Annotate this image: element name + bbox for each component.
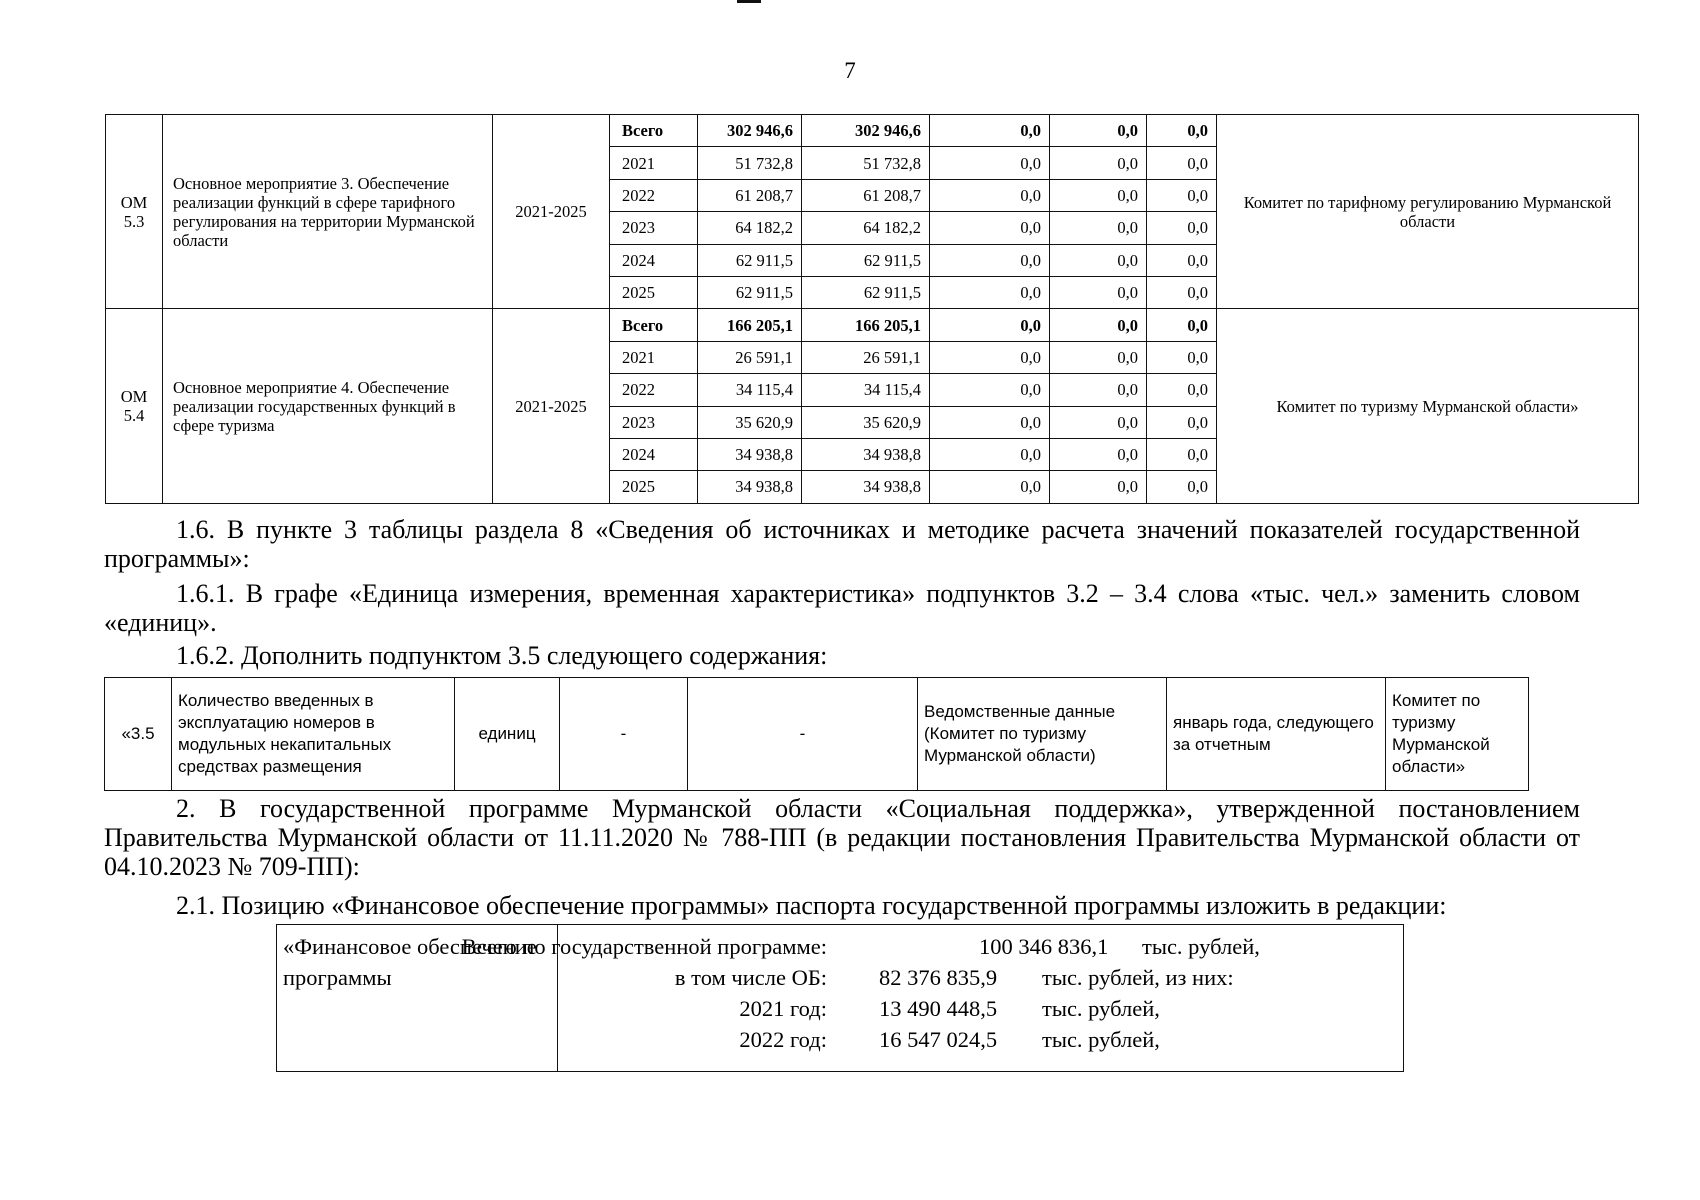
- indicator-table: [104, 677, 1529, 791]
- measure-name: Основное мероприятие 3. Обеспечение реализации функций в сфере тарифного регулирования на территории Мурманской области: [163, 115, 493, 309]
- value-cell: 0,0: [1050, 276, 1147, 308]
- value-cell: 0,0: [1147, 147, 1217, 179]
- year-cell: 2022: [610, 179, 698, 211]
- financing-passport-table: [276, 924, 1404, 1072]
- value-cell: 26 591,1: [698, 341, 802, 373]
- value-cell: 0,0: [1050, 438, 1147, 470]
- year-cell: Всего: [610, 309, 698, 341]
- table-row: [106, 309, 1639, 341]
- measure-period: 2021-2025: [493, 115, 610, 309]
- indicator-number: «3.5: [105, 678, 172, 791]
- value-cell: 0,0: [930, 147, 1050, 179]
- paragraph-2: 2. В государственной программе Мурманской области «Социальная поддержка», утвержденной постановлением Правительства Мурманской области от 11.11.2020 № 788-ПП (в редакции постановления Правительства Мурманской области от 04.10.2023 № 709-ПП):: [104, 794, 1580, 881]
- paragraph-1-6-2: 1.6.2. Дополнить подпунктом 3.5 следующего содержания:: [176, 641, 828, 670]
- table-row: [277, 925, 1404, 1072]
- value-cell: 0,0: [1147, 179, 1217, 211]
- value-cell: 51 732,8: [802, 147, 930, 179]
- financing-line-unit: тыс. рублей,: [1142, 934, 1260, 959]
- paragraph-1-6: 1.6. В пункте 3 таблицы раздела 8 «Сведения об источниках и методике расчета значений показателей государственной программы»:: [104, 515, 1580, 573]
- top-edge-mark: [737, 0, 761, 3]
- value-cell: 0,0: [1147, 438, 1217, 470]
- indicator-unit: единиц: [455, 678, 560, 791]
- financing-line-unit: тыс. рублей,: [1042, 1027, 1160, 1052]
- value-cell: 62 911,5: [698, 244, 802, 276]
- value-cell: 0,0: [930, 309, 1050, 341]
- value-cell: 64 182,2: [698, 212, 802, 244]
- value-cell: 0,0: [1147, 244, 1217, 276]
- value-cell: 35 620,9: [698, 406, 802, 438]
- value-cell: 0,0: [1147, 115, 1217, 147]
- value-cell: 34 938,8: [698, 438, 802, 470]
- table-row: [105, 678, 1529, 791]
- year-cell: 2023: [610, 406, 698, 438]
- value-cell: 0,0: [930, 374, 1050, 406]
- value-cell: 0,0: [1050, 147, 1147, 179]
- financing-values: [461, 925, 1404, 1072]
- value-cell: 0,0: [1050, 115, 1147, 147]
- value-cell: 0,0: [1050, 471, 1147, 503]
- value-cell: 64 182,2: [802, 212, 930, 244]
- value-cell: 34 938,8: [802, 438, 930, 470]
- value-cell: 34 938,8: [698, 471, 802, 503]
- year-cell: 2022: [610, 374, 698, 406]
- financing-line-value: 13 490 448,5: [879, 996, 998, 1021]
- value-cell: 0,0: [930, 179, 1050, 211]
- value-cell: 0,0: [930, 341, 1050, 373]
- year-cell: Всего: [610, 115, 698, 147]
- financing-line-value: 16 547 024,5: [879, 1027, 998, 1052]
- value-cell: 0,0: [1147, 341, 1217, 373]
- value-cell: 166 205,1: [698, 309, 802, 341]
- value-cell: 0,0: [930, 276, 1050, 308]
- measure-period: 2021-2025: [493, 309, 610, 503]
- value-cell: 0,0: [1147, 276, 1217, 308]
- paragraph-2-1: 2.1. Позицию «Финансовое обеспечение программы» паспорта государственной программы изложить в редакции:: [176, 891, 1447, 920]
- value-cell: 302 946,6: [802, 115, 930, 147]
- financing-line-label: в том числе ОБ:: [674, 965, 827, 990]
- value-cell: 0,0: [1050, 212, 1147, 244]
- value-cell: 0,0: [1050, 244, 1147, 276]
- indicator-source: Ведомственные данные (Комитет по туризму Мурманской области): [918, 678, 1167, 791]
- indicator-cell: -: [688, 678, 918, 791]
- financing-line-label: Всего по государственной программе:: [461, 934, 827, 959]
- indicator-name: Количество введенных в эксплуатацию номеров в модульных некапитальных средствах размещения: [172, 678, 455, 791]
- value-cell: 166 205,1: [802, 309, 930, 341]
- year-cell: 2021: [610, 147, 698, 179]
- value-cell: 34 115,4: [698, 374, 802, 406]
- value-cell: 61 208,7: [802, 179, 930, 211]
- financing-line-unit: тыс. рублей,: [1042, 996, 1160, 1021]
- indicator-responsible: Комитет по туризму Мурманской области»: [1386, 678, 1529, 791]
- value-cell: 0,0: [930, 244, 1050, 276]
- indicator-timing: январь года, следующего за отчетным: [1167, 678, 1386, 791]
- financing-table: [105, 114, 1639, 504]
- value-cell: 35 620,9: [802, 406, 930, 438]
- value-cell: 0,0: [930, 406, 1050, 438]
- value-cell: 62 911,5: [802, 276, 930, 308]
- financing-line-unit: тыс. рублей, из них:: [1042, 965, 1234, 990]
- executor-cell: Комитет по тарифному регулированию Мурманской области: [1217, 115, 1639, 309]
- value-cell: 0,0: [930, 212, 1050, 244]
- value-cell: 0,0: [1050, 179, 1147, 211]
- measure-code: ОМ 5.3: [106, 115, 163, 309]
- indicator-cell: -: [560, 678, 688, 791]
- value-cell: 26 591,1: [802, 341, 930, 373]
- value-cell: 62 911,5: [698, 276, 802, 308]
- value-cell: 34 115,4: [802, 374, 930, 406]
- value-cell: 0,0: [1147, 406, 1217, 438]
- value-cell: 0,0: [930, 115, 1050, 147]
- value-cell: 0,0: [1050, 341, 1147, 373]
- value-cell: 0,0: [1050, 406, 1147, 438]
- financing-line-label: 2021 год:: [739, 996, 827, 1021]
- measure-code: ОМ 5.4: [106, 309, 163, 503]
- value-cell: 302 946,6: [698, 115, 802, 147]
- page-number: 7: [844, 58, 856, 83]
- financing-line-value: 100 346 836,1: [979, 934, 1109, 959]
- value-cell: 0,0: [1147, 471, 1217, 503]
- paragraph-1-6-1: 1.6.1. В графе «Единица измерения, временная характеристика» подпунктов 3.2 – 3.4 слова «тыс. чел.» заменить словом «единиц».: [104, 579, 1580, 637]
- year-cell: 2023: [610, 212, 698, 244]
- table-row: [106, 115, 1639, 147]
- year-cell: 2025: [610, 276, 698, 308]
- year-cell: 2024: [610, 438, 698, 470]
- measure-name: Основное мероприятие 4. Обеспечение реализации государственных функций в сфере туризма: [163, 309, 493, 503]
- value-cell: 62 911,5: [802, 244, 930, 276]
- value-cell: 61 208,7: [698, 179, 802, 211]
- year-cell: 2021: [610, 341, 698, 373]
- financing-line-label: 2022 год:: [739, 1027, 827, 1052]
- financing-line-value: 82 376 835,9: [879, 965, 998, 990]
- value-cell: 0,0: [1050, 309, 1147, 341]
- value-cell: 0,0: [1147, 374, 1217, 406]
- value-cell: 34 938,8: [802, 471, 930, 503]
- year-cell: 2024: [610, 244, 698, 276]
- value-cell: 0,0: [1147, 309, 1217, 341]
- value-cell: 0,0: [1050, 374, 1147, 406]
- executor-cell: Комитет по туризму Мурманской области»: [1217, 309, 1639, 503]
- value-cell: 0,0: [1147, 212, 1217, 244]
- value-cell: 51 732,8: [698, 147, 802, 179]
- value-cell: 0,0: [930, 438, 1050, 470]
- financing-label: «Финансовое обеспечение программы: [277, 925, 558, 1072]
- year-cell: 2025: [610, 471, 698, 503]
- value-cell: 0,0: [930, 471, 1050, 503]
